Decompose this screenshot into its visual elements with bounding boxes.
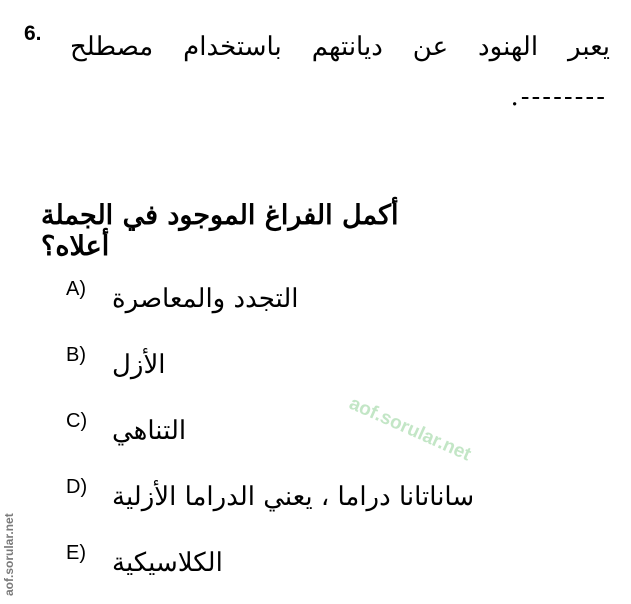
option-e-text[interactable]: الكلاسيكية xyxy=(112,548,223,578)
watermark-diagonal: aof.sorular.net xyxy=(345,392,475,466)
option-b-letter: B) xyxy=(66,344,86,366)
option-c-text[interactable]: التناهي xyxy=(112,416,187,446)
option-a-text[interactable]: التجدد والمعاصرة xyxy=(112,284,299,314)
option-d-letter: D) xyxy=(66,476,88,498)
question-stem: يعبر الهنود عن ديانتهم باستخدام مصطلح xyxy=(70,32,610,62)
question-instruction: أكمل الفراغ الموجود في الجملة أعلاه؟ xyxy=(41,200,399,262)
option-b-text[interactable]: الأزل xyxy=(112,350,166,380)
option-d-text[interactable]: ساناتانا دراما ، يعني الدراما الأزلية xyxy=(112,482,475,512)
answer-blank: .-------- xyxy=(510,82,607,112)
option-e-letter: E) xyxy=(66,542,86,564)
option-a-letter: A) xyxy=(66,278,86,300)
watermark-side: aof.sorular.net xyxy=(2,513,16,596)
question-number: 6. xyxy=(24,22,42,45)
option-c-letter: C) xyxy=(66,410,88,432)
